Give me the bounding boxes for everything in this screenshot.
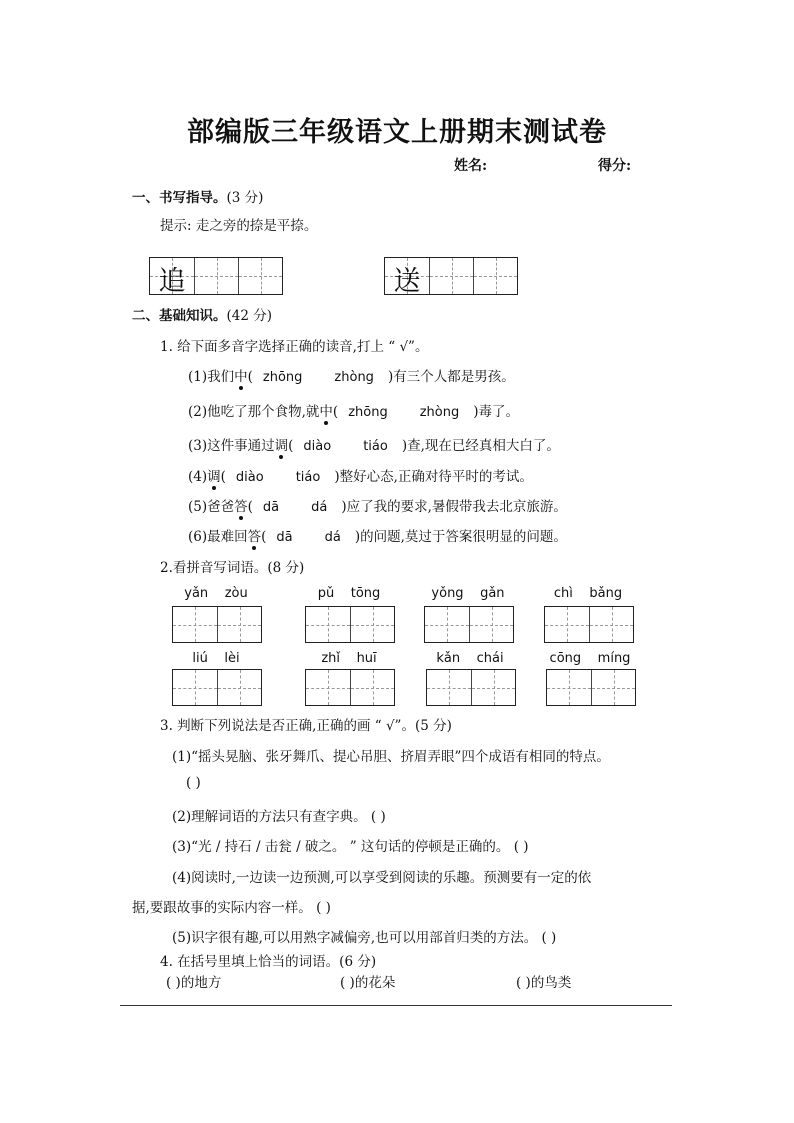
footer-rule [120, 1005, 672, 1006]
q1-prompt: 1. 给下面多音字选择正确的读音,打上 “ √”。 [160, 339, 429, 355]
pinyin-syllable: zòu [224, 586, 248, 601]
q1-item-text: (2)他吃了那个食物,就 [188, 404, 320, 420]
pinyin-syllable: huī [356, 651, 377, 666]
q1-open-paren: ( [261, 529, 267, 545]
q3-item-2: (2)理解词语的方法只有查字典。 ( ) [172, 809, 386, 825]
pinyin-syllable: lèi [224, 651, 240, 666]
q1-option-2[interactable]: tiáo [295, 470, 321, 485]
name-label: 姓名: [454, 158, 488, 174]
q1-item-tail: )毒了。 [473, 404, 520, 420]
q1-option-1[interactable]: diào [235, 470, 264, 485]
q4-blank-2: ( )的花朵 [340, 975, 396, 991]
pinyin-syllable: liú [192, 651, 208, 666]
q1-item [188, 434, 560, 454]
q3-item-1-blank: ( ) [186, 775, 201, 791]
q3-item-4-cont: 据,要跟故事的实际内容一样。 ( ) [132, 900, 331, 916]
pinyin-syllable: gǎn [480, 586, 505, 601]
q1-option-1[interactable]: dā [262, 500, 280, 515]
q1-item [188, 495, 567, 515]
q1-item-text: (6)最难回 [188, 529, 248, 545]
q1-option-2[interactable]: zhòng [419, 405, 460, 420]
model-char-1: 追 [158, 266, 186, 297]
pinyin-syllable: kǎn [436, 651, 461, 666]
pinyin-syllable: yǎn [184, 586, 209, 601]
q1-option-1[interactable]: zhōng [348, 405, 388, 420]
q1-target-char: 答 [248, 525, 262, 545]
pinyin-label [171, 586, 261, 601]
q1-target-char: 调 [207, 465, 221, 485]
q1-option-1[interactable]: diào [303, 439, 332, 454]
q1-item [188, 525, 567, 545]
pinyin-syllable: yǒng [431, 586, 464, 601]
q1-item [188, 465, 533, 485]
page-title: 部编版三年级语文上册期末测试卷 [187, 117, 607, 148]
q1-item-tail: )查,现在已经真相大白了。 [401, 438, 560, 454]
section2-title: 二、基础知识。 [132, 308, 227, 324]
pinyin-syllable: míng [597, 651, 631, 666]
q1-open-paren: ( [247, 369, 253, 385]
pinyin-label [425, 651, 515, 666]
q1-option-2[interactable]: zhòng [334, 370, 374, 385]
pinyin-syllable: pǔ [317, 586, 335, 601]
q1-open-paren: ( [288, 438, 294, 454]
q1-option-2[interactable]: dá [324, 530, 341, 545]
q1-open-paren: ( [247, 499, 253, 515]
q1-item-text: (5)爸爸 [188, 499, 235, 515]
pinyin-syllable: tōng [350, 586, 381, 601]
q1-open-paren: ( [332, 404, 339, 420]
pinyin-syllable: zhǐ [321, 651, 341, 666]
q1-item-text: (4) [188, 469, 208, 485]
q1-open-paren: ( [220, 469, 226, 485]
pinyin-syllable: cōng [549, 651, 582, 666]
q1-option-2[interactable]: tiáo [363, 439, 388, 454]
pinyin-label [304, 586, 394, 601]
answer-grid[interactable] [172, 669, 262, 706]
q1-target-char: 答 [234, 495, 248, 515]
answer-grid[interactable] [305, 606, 395, 643]
q4-blank-3: ( )的鸟类 [516, 975, 572, 991]
q1-target-char: 中 [319, 400, 333, 420]
q2-prompt: 2.看拼音写词语。(8 分) [160, 560, 305, 576]
q1-option-2[interactable]: dá [311, 500, 328, 515]
writing-grid-1 [149, 257, 283, 295]
pinyin-label [171, 651, 261, 666]
q1-target-char: 中 [234, 365, 248, 385]
q3-item-1: (1)“摇头晃脑、张牙舞爪、提心吊胆、挤眉弄眼”四个成语有相同的特点。 [172, 749, 610, 765]
section2-points: (42 分) [226, 308, 273, 324]
model-char-2: 送 [393, 266, 421, 297]
pinyin-label [543, 586, 633, 601]
section1-hint: 提示: 走之旁的捺是平捺。 [160, 218, 318, 234]
answer-grid[interactable] [544, 606, 634, 643]
pinyin-label [304, 651, 394, 666]
answer-grid[interactable] [172, 606, 262, 643]
q3-prompt: 3. 判断下列说法是否正确,正确的画 “ √”。(5 分) [160, 718, 452, 734]
pinyin-label [423, 586, 513, 601]
q4-prompt: 4. 在括号里填上恰当的词语。(6 分) [160, 954, 377, 970]
q1-item-text: (1)我们 [188, 369, 235, 385]
score-label: 得分: [598, 158, 632, 174]
pinyin-syllable: bǎng [589, 586, 623, 601]
q1-item-tail: )的问题,莫过于答案很明显的问题。 [354, 529, 567, 545]
answer-grid[interactable] [424, 606, 514, 643]
q1-item-tail: )应了我的要求,暑假带我去北京旅游。 [341, 499, 567, 515]
section1-heading [132, 186, 263, 206]
q3-item-5: (5)识字很有趣,可以用熟字减偏旁,也可以用部首归类的方法。 ( ) [172, 930, 557, 946]
writing-grid-2 [384, 257, 518, 295]
pinyin-syllable: chái [476, 651, 504, 666]
pinyin-syllable: chì [553, 586, 573, 601]
q1-item-tail: )有三个人都是男孩。 [387, 369, 515, 385]
section2-heading [132, 304, 272, 324]
section1-points: (3 分) [226, 190, 264, 206]
pinyin-label [545, 651, 635, 666]
q1-item [188, 400, 519, 420]
q1-option-1[interactable]: zhōng [262, 370, 303, 385]
answer-grid[interactable] [305, 669, 395, 706]
q4-blank-1: ( )的地方 [166, 975, 222, 991]
q3-item-3: (3)“光 / 持石 / 击瓮 / 破之。 ” 这句话的停顿是正确的。 ( ) [172, 839, 529, 855]
q1-item [188, 365, 515, 385]
answer-grid[interactable] [426, 669, 516, 706]
section1-title: 一、书写指导。 [132, 190, 227, 206]
q1-option-1[interactable]: dā [276, 530, 293, 545]
answer-grid[interactable] [546, 669, 636, 706]
q3-item-4: (4)阅读时,一边读一边预测,可以享受到阅读的乐趣。预测要有一定的依 [172, 870, 592, 886]
q1-item-text: (3)这件事通过 [188, 438, 275, 454]
q1-target-char: 调 [275, 434, 289, 454]
q1-item-tail: )整好心态,正确对待平时的考试。 [334, 469, 533, 485]
